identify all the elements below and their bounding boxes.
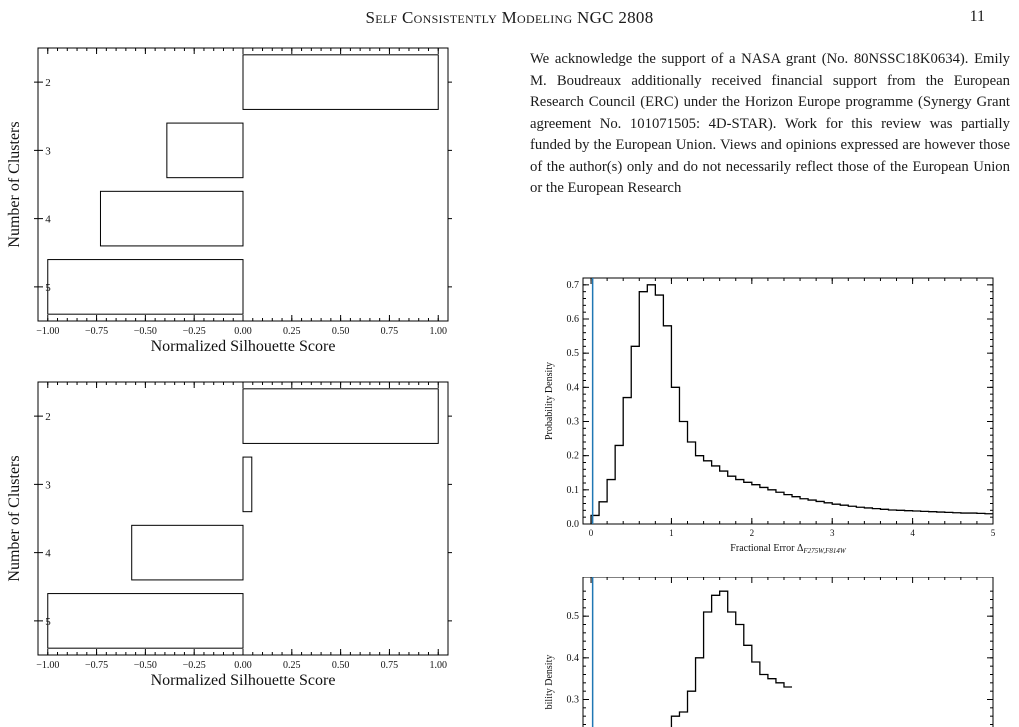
x-tick-label: 0 xyxy=(588,528,594,538)
y-axis-label-partial: bility Density xyxy=(544,654,555,710)
bar-3 xyxy=(167,123,243,178)
x-tick-label: 1 xyxy=(669,528,674,538)
y-tick-label: 4 xyxy=(45,547,51,560)
histogram-step xyxy=(591,285,993,524)
y-tick-label: 0.3 xyxy=(566,694,579,706)
y-axis-label: Number of Clusters xyxy=(6,121,23,248)
y-tick-label: 3 xyxy=(45,145,51,158)
y-axis-label: Number of Clusters xyxy=(6,455,23,582)
y-tick-label: 5 xyxy=(45,615,51,628)
y-tick-label: 2 xyxy=(45,411,51,424)
x-tick-label: −0.25 xyxy=(182,326,206,337)
x-tick-label: −0.50 xyxy=(133,660,157,671)
x-tick-label: 1.00 xyxy=(429,326,447,337)
bar-2 xyxy=(243,389,438,444)
y-tick-label: 4 xyxy=(45,213,51,226)
bar-3 xyxy=(243,457,252,512)
axes-frame xyxy=(583,278,993,524)
x-tick-label: 5 xyxy=(990,528,996,538)
bar-2 xyxy=(243,55,438,110)
bar-4 xyxy=(132,525,243,580)
x-tick-label: 1.00 xyxy=(429,660,447,671)
y-tick-label: 0.5 xyxy=(566,611,579,623)
y-tick-label: 0.3 xyxy=(566,416,579,428)
silhouette-chart-top xyxy=(0,36,480,366)
y-tick-label: 0.1 xyxy=(566,484,579,496)
y-tick-label: 0.0 xyxy=(566,519,579,530)
y-tick-label: 0.2 xyxy=(566,450,579,462)
silhouette-chart-bottom xyxy=(0,370,480,700)
fractional-error-histogram-2 xyxy=(535,577,1015,727)
x-tick-label: 0.75 xyxy=(380,660,399,671)
x-tick-label: 4 xyxy=(910,528,915,538)
x-tick-label: 0.75 xyxy=(380,326,399,337)
x-axis-label: Normalized Silhouette Score xyxy=(150,338,336,355)
x-tick-label: 0.25 xyxy=(283,326,301,337)
y-tick-label: 0.4 xyxy=(566,382,579,394)
running-title: Self Consistently Modeling NGC 2808 xyxy=(365,8,654,27)
bar-5 xyxy=(48,260,243,315)
acknowledgments-paragraph: We acknowledge the support of a NASA grant (No. 80NSSC18K0634). Emily M. Boudreaux additionally received financial support from the European Research Council (ERC) under the Horizon Europe programme (Synergy Grant agreement No. 101071505: 4D-STAR). Work for this review was partially funded by the European Union. Views and opinions expressed are however those of the author(s) only and do not necessarily reflect those of the European Union or the European Research xyxy=(530,51,1010,196)
fractional-error-histogram xyxy=(535,270,1015,570)
y-tick-label: 0.4 xyxy=(566,652,579,664)
x-tick-label: −0.75 xyxy=(85,660,109,671)
x-tick-label: 3 xyxy=(829,528,835,538)
x-axis-label: Normalized Silhouette Score xyxy=(150,672,336,689)
x-tick-label: 0.25 xyxy=(283,660,301,671)
x-tick-label: 0.00 xyxy=(234,326,252,337)
x-tick-label: 0.50 xyxy=(331,326,350,337)
x-tick-label: −0.75 xyxy=(85,326,109,337)
x-tick-label: 0.00 xyxy=(234,660,252,671)
histogram-step xyxy=(671,591,792,727)
page-header xyxy=(0,0,1019,38)
y-tick-label: 2 xyxy=(45,77,51,90)
bar-5 xyxy=(48,594,243,649)
x-tick-label: 0.50 xyxy=(331,660,350,671)
y-tick-label: 3 xyxy=(45,479,51,492)
y-tick-label: 0.6 xyxy=(566,314,579,325)
x-tick-label: 2 xyxy=(749,528,755,538)
y-tick-label: 5 xyxy=(45,281,51,294)
x-tick-label: −1.00 xyxy=(36,326,60,337)
y-axis-label: Probability Density xyxy=(544,361,555,441)
x-axis-label-subscript: F275W,F814W xyxy=(803,547,846,555)
x-tick-label: −0.50 xyxy=(133,326,157,337)
y-tick-label: 0.5 xyxy=(566,348,579,360)
page-number: 11 xyxy=(969,8,985,25)
y-tick-label: 0.7 xyxy=(566,279,579,291)
x-tick-label: −1.00 xyxy=(36,660,60,671)
x-tick-label: −0.25 xyxy=(182,660,206,671)
bar-4 xyxy=(100,191,243,246)
x-axis-label: Fractional Error $\Delta_{F275W,F814W}$ xyxy=(730,543,846,555)
